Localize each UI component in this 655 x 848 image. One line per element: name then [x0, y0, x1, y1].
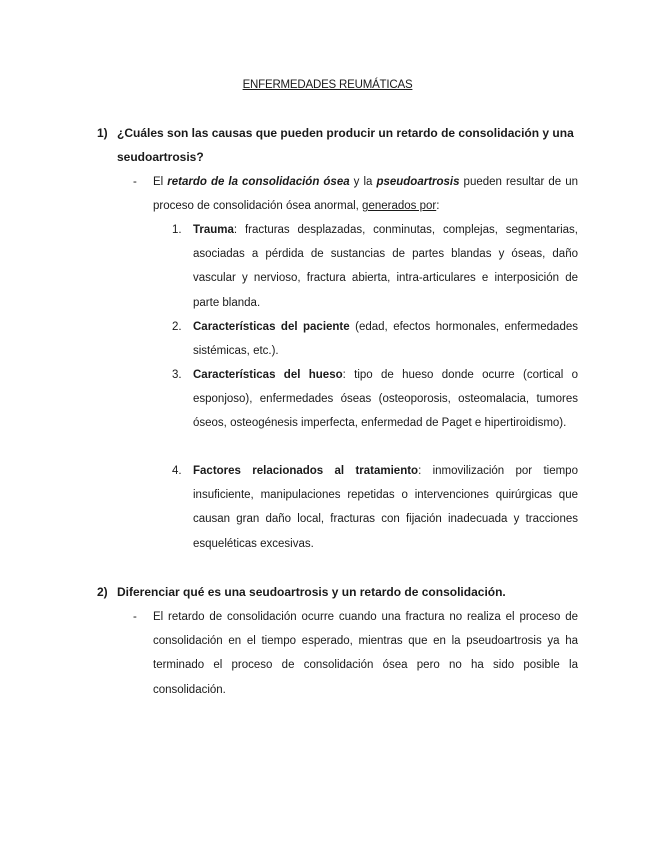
underlined-generados-por: generados por — [362, 200, 437, 213]
question-2 — [97, 580, 587, 604]
question-1-text — [117, 121, 587, 169]
cause-item-body: : fracturas desplazadas, conminutas, complejas, segmentarias, asociadas a pérdida de sustancias de partes blandas y óseas, daño vascular y nervioso, fractura abierta, intra-articulares e interposición de parte blanda. — [193, 224, 578, 309]
text-fragment: y la — [349, 176, 377, 188]
cause-item-body: : tipo de hueso donde ocurre (cortical o esponjoso), enfermedades óseas (osteoporosis, osteomalacia, tumores óseos, osteogénesis imperfecta, enfermedad de Paget e hipertiroidismo). — [193, 369, 578, 430]
cause-item-head: Características del paciente — [193, 321, 350, 333]
question-1-line2: seudoartrosis? — [117, 150, 204, 164]
bullet-dash: - — [133, 176, 137, 188]
cause-item-text — [193, 315, 578, 363]
cause-item-head: Características del hueso — [193, 369, 343, 381]
cause-item-body: (edad, efectos hormonales, enfermedades sistémicas, etc.). — [193, 321, 578, 358]
cause-item-text — [193, 218, 578, 315]
cause-item-number: 4. — [172, 465, 182, 477]
cause-item-head: Factores relacionados al tratamiento — [193, 465, 419, 477]
text-fragment: : — [436, 200, 440, 213]
question-2-number: 2) — [97, 585, 108, 599]
question-1 — [97, 121, 587, 169]
question-2-text: Diferenciar qué es una seudoartrosis y un retardo de consolidación. — [117, 585, 506, 599]
emphasis-retardo: retardo de la consolidación ósea — [167, 176, 350, 188]
emphasis-pseudoartrosis: pseudoartrosis — [376, 176, 460, 188]
text-fragment: El — [153, 176, 168, 188]
question-1-line1: ¿Cuáles son las causas que pueden producir un retardo de consolidación y una — [117, 126, 574, 140]
cause-item-number: 2. — [172, 321, 182, 333]
question-1-number: 1) — [97, 126, 108, 140]
cause-item-number: 3. — [172, 369, 182, 381]
cause-item-body: : inmovilización por tiempo insuficiente, manipulaciones repetidas o intervenciones quirúrgicas que causan gran daño local, fracturas con fijación inadecuada y tracciones esqueléticas excesivas. — [193, 465, 578, 550]
bullet-dash: - — [133, 611, 137, 623]
text-fragment: pueden resultar de un proceso de consolidación ósea anormal, — [153, 176, 578, 213]
q2-bullet-text: El retardo de consolidación ocurre cuando una fractura no realiza el proceso de consolidación en el tiempo esperado, mientras que en la pseudoartrosis ya ha terminado el proceso de consolidación ósea pero no ha sido posible la consolidación. — [153, 611, 578, 696]
cause-item-text — [193, 363, 578, 436]
document-title: ENFERMEDADES REUMÁTICAS — [242, 79, 413, 91]
cause-item-head: Trauma — [193, 224, 234, 236]
cause-item-number: 1. — [172, 224, 182, 236]
cause-item-text — [193, 459, 578, 556]
q1-bullet-text — [153, 170, 578, 218]
